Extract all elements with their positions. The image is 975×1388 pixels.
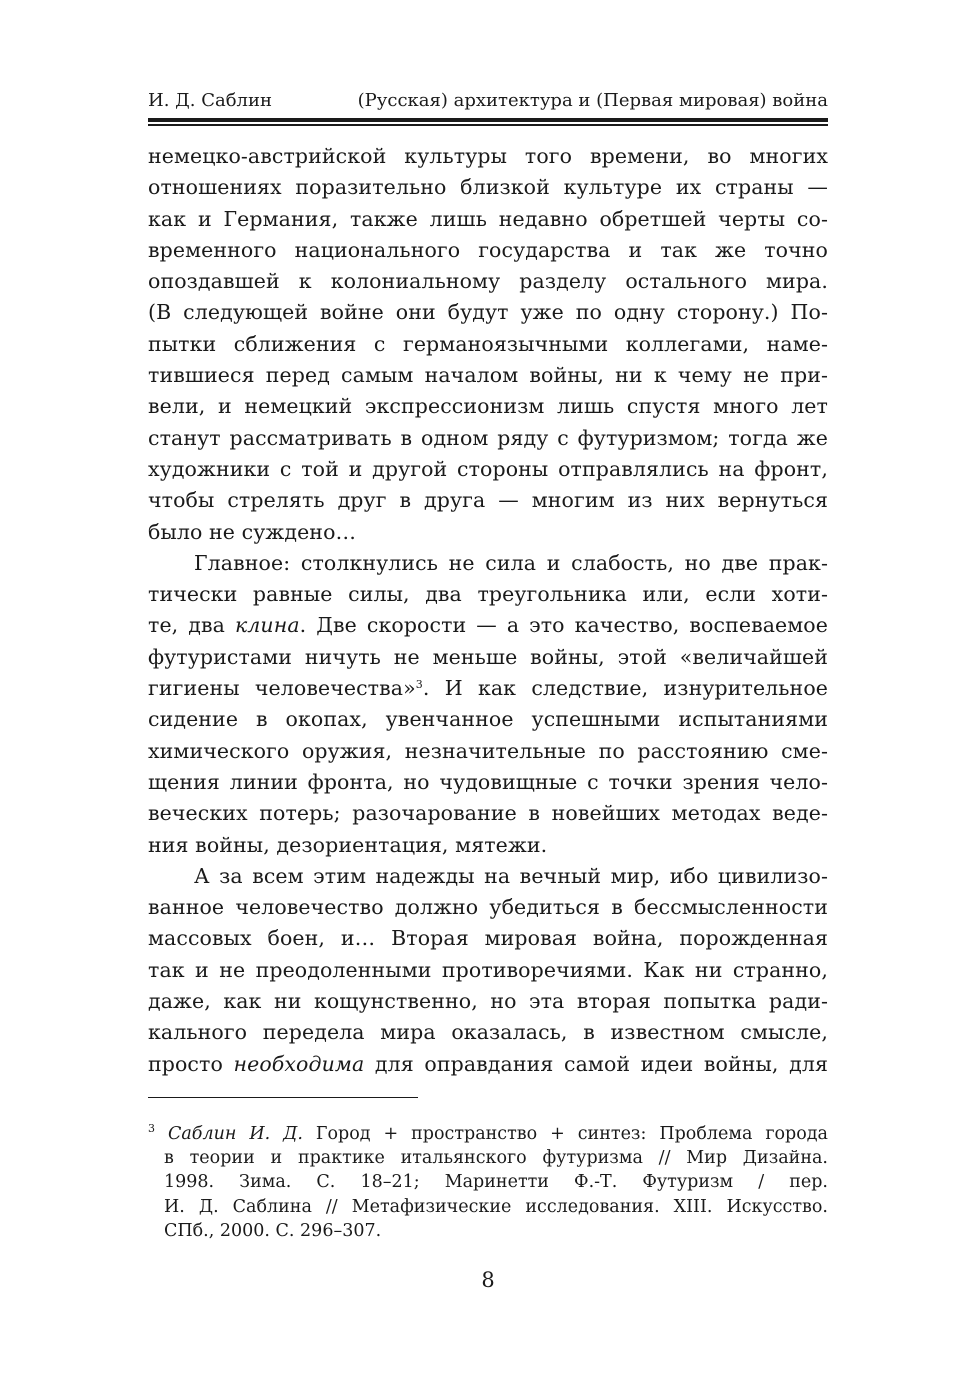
text-line (148, 610, 828, 641)
text-line: вели, и немецкий экспрессионизм лишь спустя много лет (148, 394, 828, 419)
text-line: щения линии фронта, но чудовищные с точки зрения чело- (148, 769, 828, 794)
main-text (148, 141, 828, 1080)
text-line: массовых боен, и… Вторая мировая война, порожденная (148, 926, 828, 951)
text-line (148, 673, 828, 704)
text-line: ванное человечество должно убедиться в бессмысленности (148, 895, 828, 920)
text-segment: гигиены человечества» (148, 676, 416, 701)
text-line: тически равные силы, два треугольника или, если хоти- (148, 582, 828, 607)
text-segment: . И как следствие, изнурительное (422, 676, 828, 701)
footnote-line (148, 1122, 828, 1146)
text-line: немецко-австрийской культуры того времени, во многих (148, 144, 828, 168)
footnote-ref[interactable]: 3 (415, 678, 423, 692)
emphasis: необходима (233, 1051, 365, 1076)
text-line (148, 1049, 828, 1080)
text-line: футуристами ничуть не меньше войны, этой «величайшей (148, 644, 828, 669)
text-segment: для оправдания самой идеи войны, для (364, 1051, 828, 1076)
text-line: художники с той и другой стороны отправлялись на фронт, (148, 456, 828, 481)
header-rule-thin (148, 124, 828, 126)
footnote-marker: 3 (148, 1122, 155, 1135)
text-line: А за всем этим надежды на вечный мир, ибо цивилизо- (194, 863, 828, 888)
text-line: пытки сближения с германоязычными коллегами, наме- (148, 331, 828, 356)
text-line: кального передела мира оказалась, в известном смысле, (148, 1020, 828, 1045)
text-line: химического оружия, незначительные по расстоянию сме- (148, 738, 828, 763)
paragraph-1 (148, 141, 828, 548)
text-segment: . Две скорости — а это качество, воспеваемое (299, 613, 828, 638)
text-line: даже, как ни кощунственно, но эта вторая попытка ради- (148, 989, 828, 1014)
book-page (148, 0, 828, 1388)
text-line: Главное: столкнулись не сила и слабость, но две прак- (194, 550, 828, 575)
text-line: временного национального государства и так же точно (148, 237, 828, 262)
running-head-author: И. Д. Саблин (148, 90, 272, 111)
page-number: 8 (481, 1268, 495, 1292)
text-line: ния войны, дезориентация, мятежи. (148, 832, 548, 857)
footnote-line: СПб., 2000. С. 296–307. (164, 1220, 382, 1241)
text-line: отношениях поразительно близкой культуре их страны — (148, 175, 828, 200)
text-segment: те, два (148, 613, 235, 638)
text-line: сидение в окопах, увенчанное успешными испытаниями (148, 707, 828, 732)
running-head-title: (Русская) архитектура и (Первая мировая) война (357, 90, 828, 111)
text-line: (В следующей войне они будут уже по одну сторону.) По- (148, 300, 828, 325)
header-rule-thick (148, 118, 828, 122)
text-line: как и Германия, также лишь недавно обретшей черты со- (148, 206, 828, 231)
text-line: опоздавшей к колониальному разделу остального мира. (148, 269, 828, 294)
text-line: было не суждено… (148, 519, 357, 544)
text-segment: просто (148, 1051, 234, 1076)
text-line: так и не преодоленными противоречиями. Как ни странно, (148, 957, 828, 982)
footnote-line: в теории и практике итальянского футуризма // Мир Дизайна. (164, 1148, 828, 1169)
footnote-line: 1998. Зима. С. 18–21; Маринетти Ф.-Т. Футуризм / пер. (164, 1172, 828, 1193)
footnote-author: Саблин И. Д. (167, 1124, 303, 1144)
paragraph-3 (148, 861, 828, 1080)
text-line: чтобы стрелять друг в друга — многим из них вернуться (148, 488, 828, 513)
text-line: станут рассматривать в одном ряду с футуризмом; тогда же (148, 425, 828, 450)
footnote-separator (148, 1097, 418, 1098)
running-head (148, 88, 828, 114)
emphasis: клина (234, 613, 300, 638)
text-segment: Город + пространство + синтез: Проблема города (302, 1124, 828, 1144)
paragraph-2 (148, 548, 828, 861)
text-line: веческих потерь; разочарование в новейших методах веде- (148, 801, 828, 826)
footnote-line: И. Д. Саблина // Метафизические исследования. XIII. Искусство. (164, 1196, 828, 1217)
footnote-3 (148, 1122, 828, 1243)
text-line: тившиеся перед самым началом войны, ни к чему не при- (148, 363, 828, 388)
